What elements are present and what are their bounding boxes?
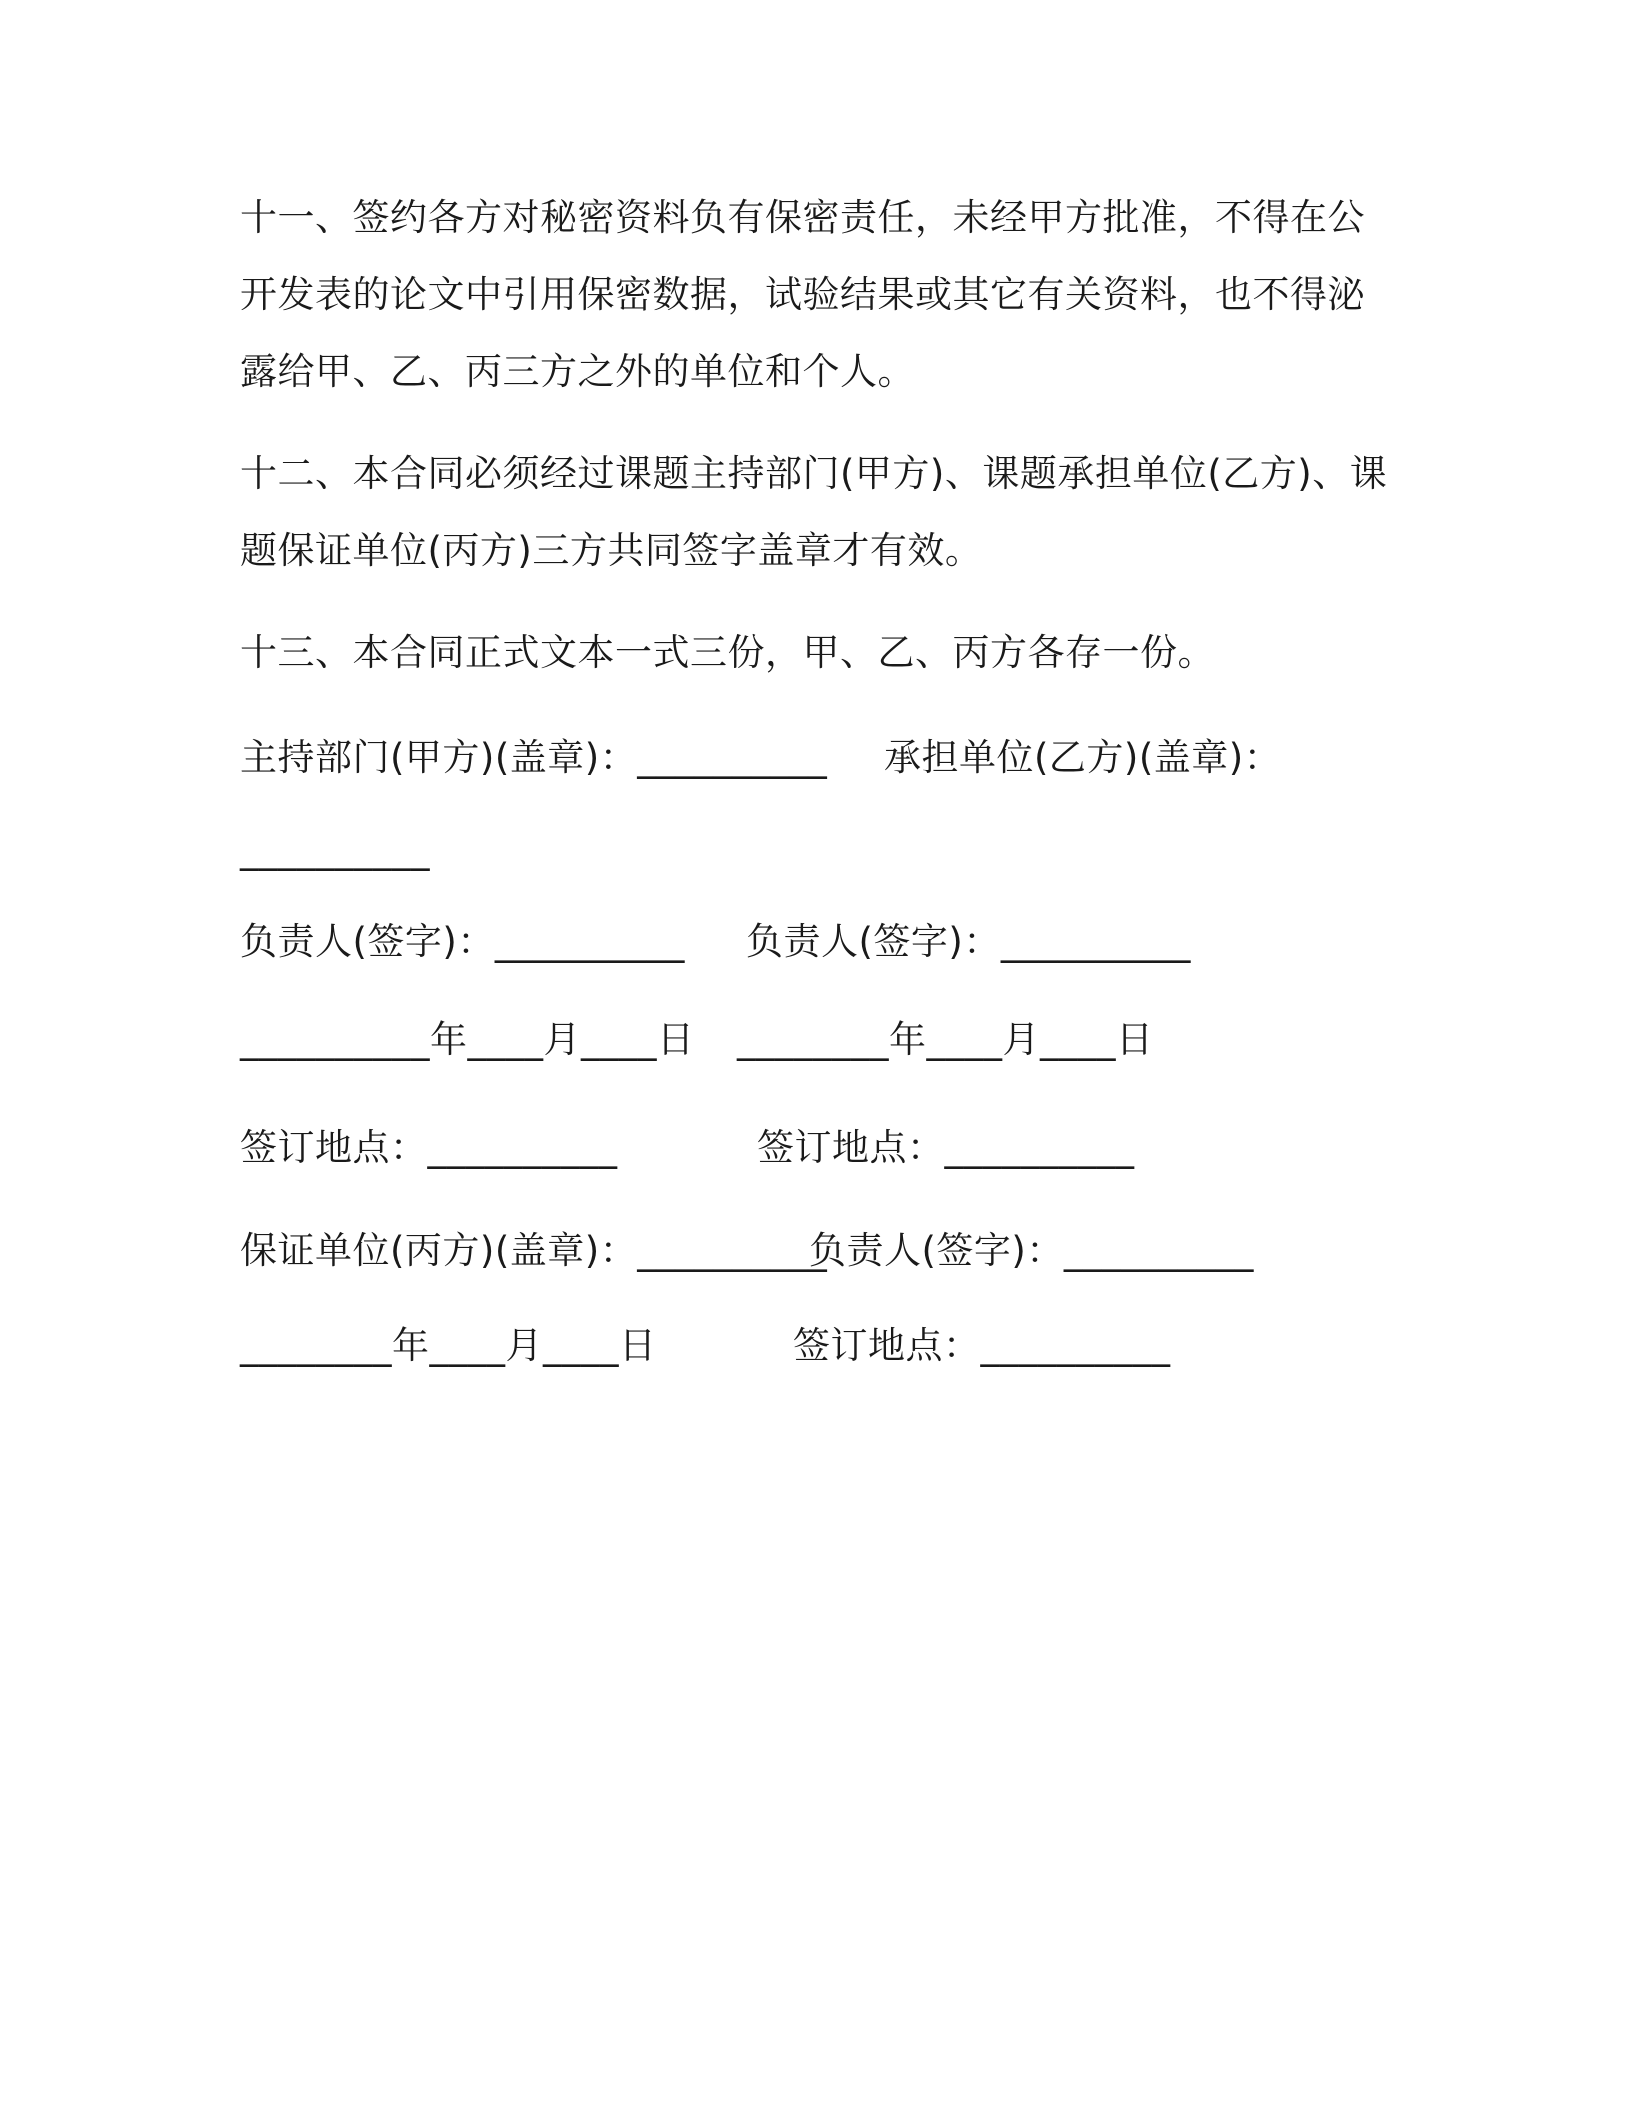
party-c-place-field: 签订地点：__________	[793, 1324, 1171, 1367]
clause-11-line-2: 开发表的论文中引用保密数据，试验结果或其它有关资料，也不得泌	[240, 273, 1365, 316]
party-a-place-field: 签订地点：__________	[240, 1126, 618, 1169]
clause-13-line-1: 十三、本合同正式文本一式三份，甲、乙、丙方各存一份。	[240, 631, 1215, 674]
host-dept-seal-field: 主持部门(甲方)(盖章)：__________	[240, 736, 828, 779]
clause-11-line-1: 十一、签约各方对秘密资料负有保密责任，未经甲方批准，不得在公	[240, 196, 1365, 239]
party-c-signer-field: 负责人(签字)：__________	[809, 1229, 1254, 1272]
clause-12-line-1: 十二、本合同必须经过课题主持部门(甲方)、课题承担单位(乙方)、课	[240, 452, 1388, 495]
clause-12-line-2: 题保证单位(丙方)三方共同签字盖章才有效。	[240, 529, 983, 572]
clause-11-line-3: 露给甲、乙、丙三方之外的单位和个人。	[240, 350, 915, 393]
party-a-signer-field: 负责人(签字)：__________	[240, 920, 685, 963]
party-b-place-field: 签订地点：__________	[757, 1126, 1135, 1169]
guarantee-unit-seal-field: 保证单位(丙方)(盖章)：__________	[240, 1229, 828, 1272]
undertaking-unit-seal-label: 承担单位(乙方)(盖章)：	[884, 736, 1282, 779]
party-b-date-field: ________年____月____日	[737, 1018, 1154, 1061]
undertaking-unit-seal-blank: __________	[240, 828, 430, 871]
party-a-date-field: __________年____月____日	[240, 1018, 695, 1061]
party-b-signer-field: 负责人(签字)：__________	[746, 920, 1191, 963]
party-c-date-field: ________年____月____日	[240, 1324, 657, 1367]
